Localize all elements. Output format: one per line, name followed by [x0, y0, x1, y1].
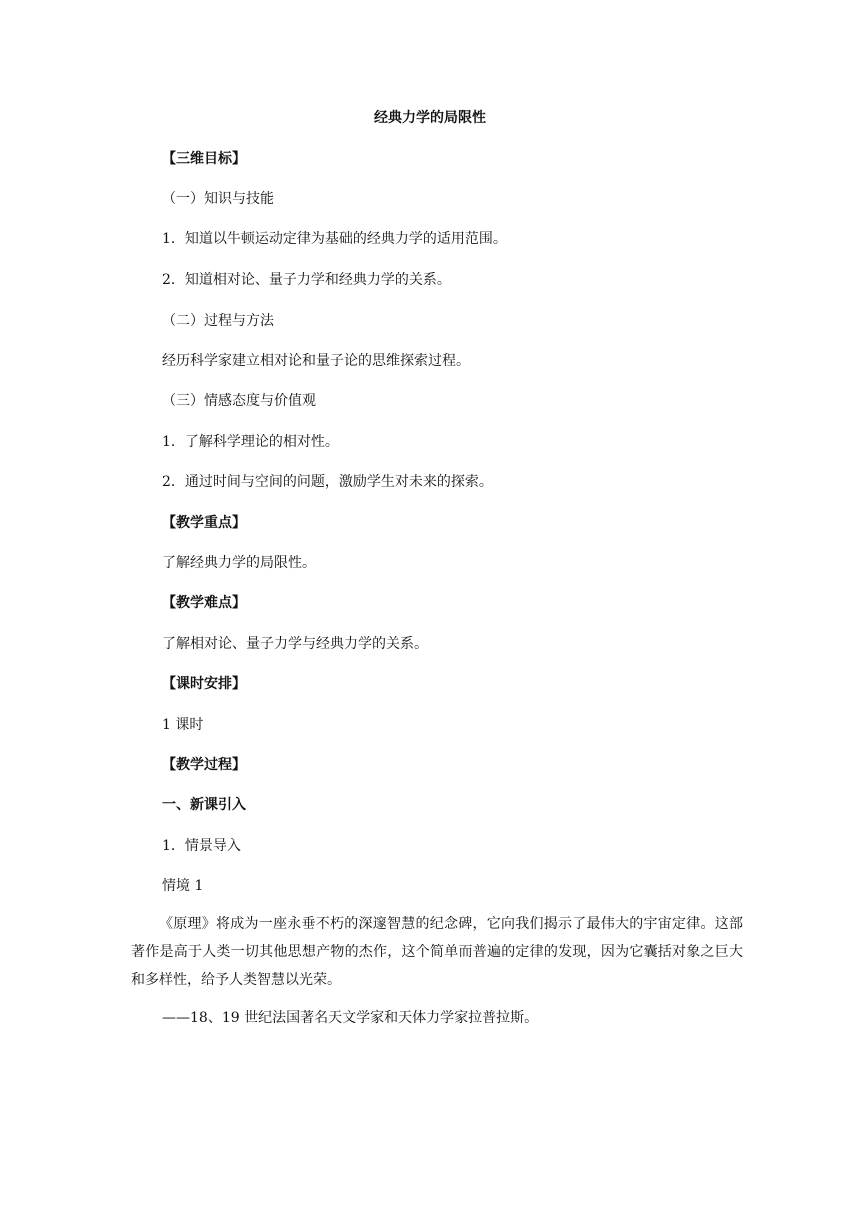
emotion-heading: （三）情感态度与价值观 — [162, 393, 316, 409]
difficulty-text: 了解相对论、量子力学与经典力学的关系。 — [162, 636, 428, 652]
difficulty-heading: 【教学难点】 — [162, 595, 246, 611]
emotion-item-1: 1．了解科学理论的相对性。 — [162, 434, 339, 450]
scenario-label: 情境 1 — [162, 878, 204, 894]
objectives-heading: 【三维目标】 — [162, 151, 246, 167]
schedule-text: 1 课时 — [162, 717, 204, 733]
knowledge-heading: （一）知识与技能 — [162, 191, 274, 207]
knowledge-item-1: 1．知道以牛顿运动定律为基础的经典力学的适用范围。 — [162, 231, 507, 247]
document-title: 经典力学的局限性 — [374, 110, 486, 126]
key-points-heading: 【教学重点】 — [162, 515, 246, 531]
process-text: 经历科学家建立相对论和量子论的思维探索过程。 — [162, 353, 470, 369]
key-points-text: 了解经典力学的局限性。 — [162, 555, 316, 571]
schedule-heading: 【课时安排】 — [162, 676, 246, 692]
procedure-heading: 【教学过程】 — [162, 757, 246, 773]
quote-paragraph: 《原理》将成为一座永垂不朽的深邃智慧的纪念碑，它向我们揭示了最伟大的宇宙定律。这部著作是高于人类一切其他思想产物的杰作，这个简单而普遍的定律的发现，因为它囊括对象之巨大和多样性，给予人类智慧以光荣。 — [131, 916, 743, 988]
knowledge-item-2: 2．知道相对论、量子力学和经典力学的关系。 — [162, 272, 451, 288]
process-heading: （二）过程与方法 — [162, 313, 274, 329]
section-1-sub: 1．情景导入 — [162, 838, 241, 854]
emotion-item-2: 2．通过时间与空间的问题，激励学生对未来的探索。 — [162, 474, 493, 490]
quote-attribution: ——18、19 世纪法国著名天文学家和天体力学家拉普拉斯。 — [162, 1010, 539, 1026]
section-1-heading: 一、新课引入 — [162, 797, 246, 813]
